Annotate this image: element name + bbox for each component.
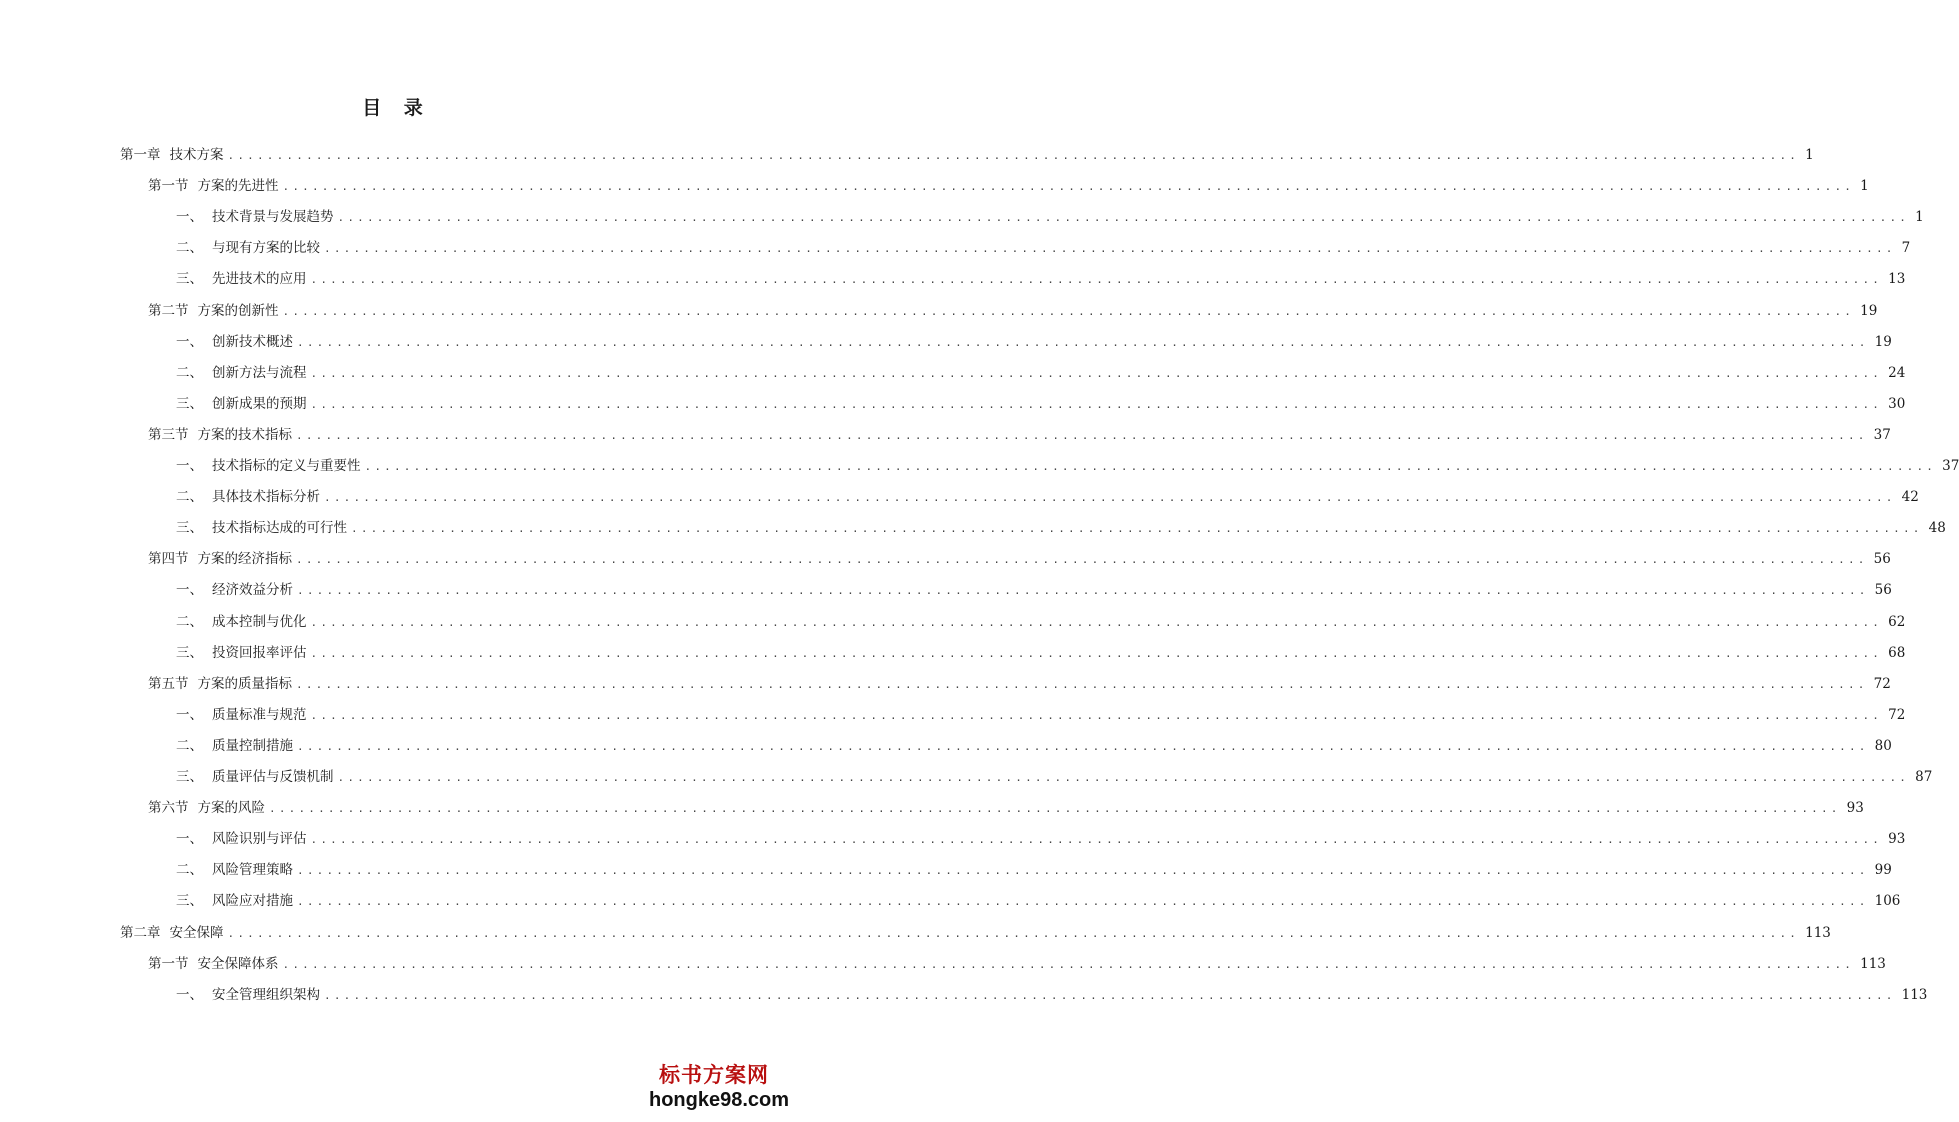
toc-dot-leader: ................................................................................................................................................................ <box>351 522 1923 536</box>
toc-entry-page-number: 48 <box>1928 520 1946 537</box>
toc-entry <box>176 702 1906 728</box>
toc-entry <box>176 515 1946 541</box>
toc-dot-leader: ................................................................................................................................................................ <box>227 926 1800 940</box>
toc-entry <box>176 360 1906 386</box>
toc-dot-leader: ................................................................................................................................................................ <box>310 366 1883 380</box>
toc-dot-leader: ................................................................................................................................................................ <box>364 460 1937 473</box>
toc-entry <box>120 920 1831 946</box>
toc-entry-page-number: 56 <box>1873 551 1891 568</box>
toc-entry <box>176 453 1959 479</box>
toc-entry <box>176 329 1892 355</box>
toc-heading: 目 录 <box>362 97 431 119</box>
toc-entry <box>176 640 1906 666</box>
toc-entry <box>176 609 1906 635</box>
toc-dot-leader: ................................................................................................................................................................ <box>297 584 1869 598</box>
toc-entry-page-number: 80 <box>1874 737 1892 754</box>
toc-entry-title: 投资回报率评估 <box>212 644 307 661</box>
toc-entry-page-number: 113 <box>1860 955 1886 972</box>
toc-entry <box>176 888 1901 914</box>
toc-entry-title: 先进技术的应用 <box>212 271 307 288</box>
toc-entry <box>148 795 1864 821</box>
toc-entry-title: 方案的风险 <box>197 800 265 817</box>
toc-entry-number: 第二章 <box>120 924 161 941</box>
toc-entry <box>148 173 1869 199</box>
toc-entry-title: 质量控制措施 <box>212 737 293 754</box>
toc-entry-title: 成本控制与优化 <box>212 613 307 630</box>
toc-dot-leader: ................................................................................................................................................................ <box>297 895 1869 909</box>
toc-entry-page-number: 37 <box>1873 426 1891 443</box>
toc-entry-number: 三、 <box>176 769 203 785</box>
toc-entry <box>176 826 1906 852</box>
toc-entry-page-number: 56 <box>1874 582 1892 599</box>
toc-dot-leader: ................................................................................................................................................................ <box>296 553 1868 567</box>
toc-entry-page-number: 87 <box>1915 769 1933 785</box>
toc-entry <box>148 671 1891 697</box>
toc-entry-title: 方案的先进性 <box>197 178 279 195</box>
toc-dot-leader: ................................................................................................................................................................ <box>227 149 1800 162</box>
toc-entry <box>176 391 1906 417</box>
toc-entry-title: 创新方法与流程 <box>212 364 307 381</box>
toc-entry-title: 与现有方案的比较 <box>212 240 320 257</box>
toc-entry-page-number: 99 <box>1874 862 1892 879</box>
toc-entry-number: 三、 <box>176 271 203 288</box>
toc-entry-title: 技术指标的定义与重要性 <box>212 458 361 474</box>
toc-entry-title: 技术方案 <box>169 147 224 163</box>
toc-entry-number: 三、 <box>176 893 203 910</box>
toc-entry-number: 一、 <box>176 333 203 350</box>
toc-dot-leader: ................................................................................................................................................................ <box>310 708 1883 722</box>
toc-entry-title: 风险识别与评估 <box>212 831 307 848</box>
toc-entry-title: 技术背景与发展趋势 <box>212 209 334 226</box>
toc-dot-leader: ................................................................................................................................................................ <box>296 677 1868 691</box>
toc-entry-page-number: 37 <box>1942 458 1959 474</box>
toc-entry-page-number: 19 <box>1874 333 1892 350</box>
toc-dot-leader: ................................................................................................................................................................ <box>310 833 1883 847</box>
toc-dot-leader: ................................................................................................................................................................ <box>310 397 1883 411</box>
toc-entry-page-number: 93 <box>1846 800 1864 817</box>
watermark-chinese-text: 标书方案网 <box>659 1062 769 1087</box>
toc-entry-number: 第一节 <box>148 955 189 972</box>
toc-entry-page-number: 113 <box>1901 986 1928 1003</box>
toc-entry-title: 风险应对措施 <box>212 893 293 910</box>
toc-entry <box>148 422 1891 448</box>
toc-entry-number: 二、 <box>176 862 203 879</box>
toc-entry-number: 三、 <box>176 520 203 537</box>
toc-entry-page-number: 72 <box>1873 675 1891 692</box>
toc-entry-title: 质量评估与反馈机制 <box>212 769 334 785</box>
toc-entry-page-number: 13 <box>1888 271 1906 288</box>
toc-entry-number: 三、 <box>176 644 203 661</box>
toc-dot-leader: ................................................................................................................................................................ <box>282 180 1855 194</box>
toc-entry-number: 第四节 <box>148 551 189 568</box>
toc-entry-page-number: 106 <box>1874 893 1901 910</box>
toc-entry-number: 第二节 <box>148 302 189 319</box>
toc-entry-title: 经济效益分析 <box>212 582 293 599</box>
toc-entry-page-number: 93 <box>1888 831 1906 848</box>
toc-dot-leader: ................................................................................................................................................................ <box>297 335 1869 349</box>
toc-entry-title: 安全保障 <box>169 924 224 941</box>
toc-entry-title: 创新技术概述 <box>212 333 293 350</box>
toc-entry-title: 质量标准与规范 <box>212 706 307 723</box>
toc-entry-page-number: 1 <box>1805 147 1814 163</box>
toc-entry-number: 二、 <box>176 737 203 754</box>
toc-entry-title: 安全保障体系 <box>197 955 279 972</box>
toc-entry-title: 创新成果的预期 <box>212 395 307 412</box>
toc-entry-page-number: 1 <box>1915 209 1924 226</box>
toc-dot-leader: ................................................................................................................................................................ <box>310 646 1883 660</box>
toc-dot-leader: ................................................................................................................................................................ <box>282 304 1855 318</box>
toc-entry-number: 二、 <box>176 364 203 381</box>
watermark-url-text: hongke98.com <box>649 1089 790 1111</box>
toc-entry-number: 第一节 <box>148 178 189 195</box>
toc-dot-leader: ................................................................................................................................................................ <box>310 615 1883 629</box>
toc-entry <box>176 484 1919 510</box>
toc-dot-leader: ................................................................................................................................................................ <box>337 771 1910 784</box>
toc-dot-leader: ................................................................................................................................................................ <box>297 739 1869 753</box>
toc-entry-number: 二、 <box>176 240 203 257</box>
toc-entry <box>148 546 1891 572</box>
toc-entry <box>176 577 1892 603</box>
toc-dot-leader: ................................................................................................................................................................ <box>324 242 1896 256</box>
toc-dot-leader: ................................................................................................................................................................ <box>324 988 1896 1002</box>
toc-entry-title: 具体技术指标分析 <box>212 489 320 506</box>
toc-entry-page-number: 68 <box>1888 644 1906 661</box>
toc-entry-number: 第六节 <box>148 800 189 817</box>
toc-dot-leader: ................................................................................................................................................................ <box>337 211 1910 225</box>
toc-entry-page-number: 1 <box>1860 178 1869 195</box>
toc-dot-leader: ................................................................................................................................................................ <box>296 428 1868 442</box>
toc-entry-page-number: 7 <box>1901 240 1911 257</box>
toc-entry <box>176 857 1892 883</box>
toc-entry-number: 第一章 <box>120 147 161 163</box>
toc-entry-number: 一、 <box>176 831 203 848</box>
toc-entry-page-number: 19 <box>1860 302 1878 319</box>
toc-entry-page-number: 42 <box>1901 489 1919 506</box>
toc-entry-title: 方案的创新性 <box>197 302 279 319</box>
toc-entry-number: 第三节 <box>148 426 189 443</box>
toc-entry <box>176 204 1924 230</box>
toc-entry-page-number: 113 <box>1805 924 1831 941</box>
toc-entry <box>176 235 1911 261</box>
toc-entry-title: 技术指标达成的可行性 <box>212 520 347 537</box>
toc-dot-leader: ................................................................................................................................................................ <box>297 864 1869 878</box>
toc-entry-title: 方案的技术指标 <box>197 426 292 443</box>
toc-entry-number: 一、 <box>176 706 203 723</box>
toc-entry <box>148 951 1886 977</box>
toc-entry-title: 安全管理组织架构 <box>212 986 320 1003</box>
toc-entry <box>176 266 1906 292</box>
toc-entry-number: 二、 <box>176 489 203 506</box>
toc-entry-number: 第五节 <box>148 675 189 692</box>
toc-dot-leader: ................................................................................................................................................................ <box>269 802 1841 816</box>
toc-entry-title: 风险管理策略 <box>212 862 293 879</box>
toc-entry <box>120 142 1814 168</box>
site-watermark <box>649 1062 790 1112</box>
toc-entry-number: 一、 <box>176 986 203 1003</box>
toc-entry-page-number: 62 <box>1888 613 1906 630</box>
toc-dot-leader: ................................................................................................................................................................ <box>282 957 1855 971</box>
toc-dot-leader: ................................................................................................................................................................ <box>310 273 1883 287</box>
toc-entry-title: 方案的质量指标 <box>197 675 292 692</box>
toc-entry-number: 一、 <box>176 582 203 599</box>
toc-entry-title: 方案的经济指标 <box>197 551 292 568</box>
toc-entry-number: 三、 <box>176 395 203 412</box>
toc-entry <box>176 764 1933 790</box>
toc-entry-number: 二、 <box>176 613 203 630</box>
toc-entry <box>176 733 1892 759</box>
toc-entry-page-number: 72 <box>1888 706 1906 723</box>
toc-entry <box>176 982 1928 1008</box>
toc-dot-leader: ................................................................................................................................................................ <box>324 491 1896 505</box>
toc-entry-number: 一、 <box>176 458 203 474</box>
toc-entry-page-number: 24 <box>1888 364 1906 381</box>
toc-entry-page-number: 30 <box>1888 395 1906 412</box>
toc-entry-number: 一、 <box>176 209 203 226</box>
toc-entry <box>148 298 1878 324</box>
